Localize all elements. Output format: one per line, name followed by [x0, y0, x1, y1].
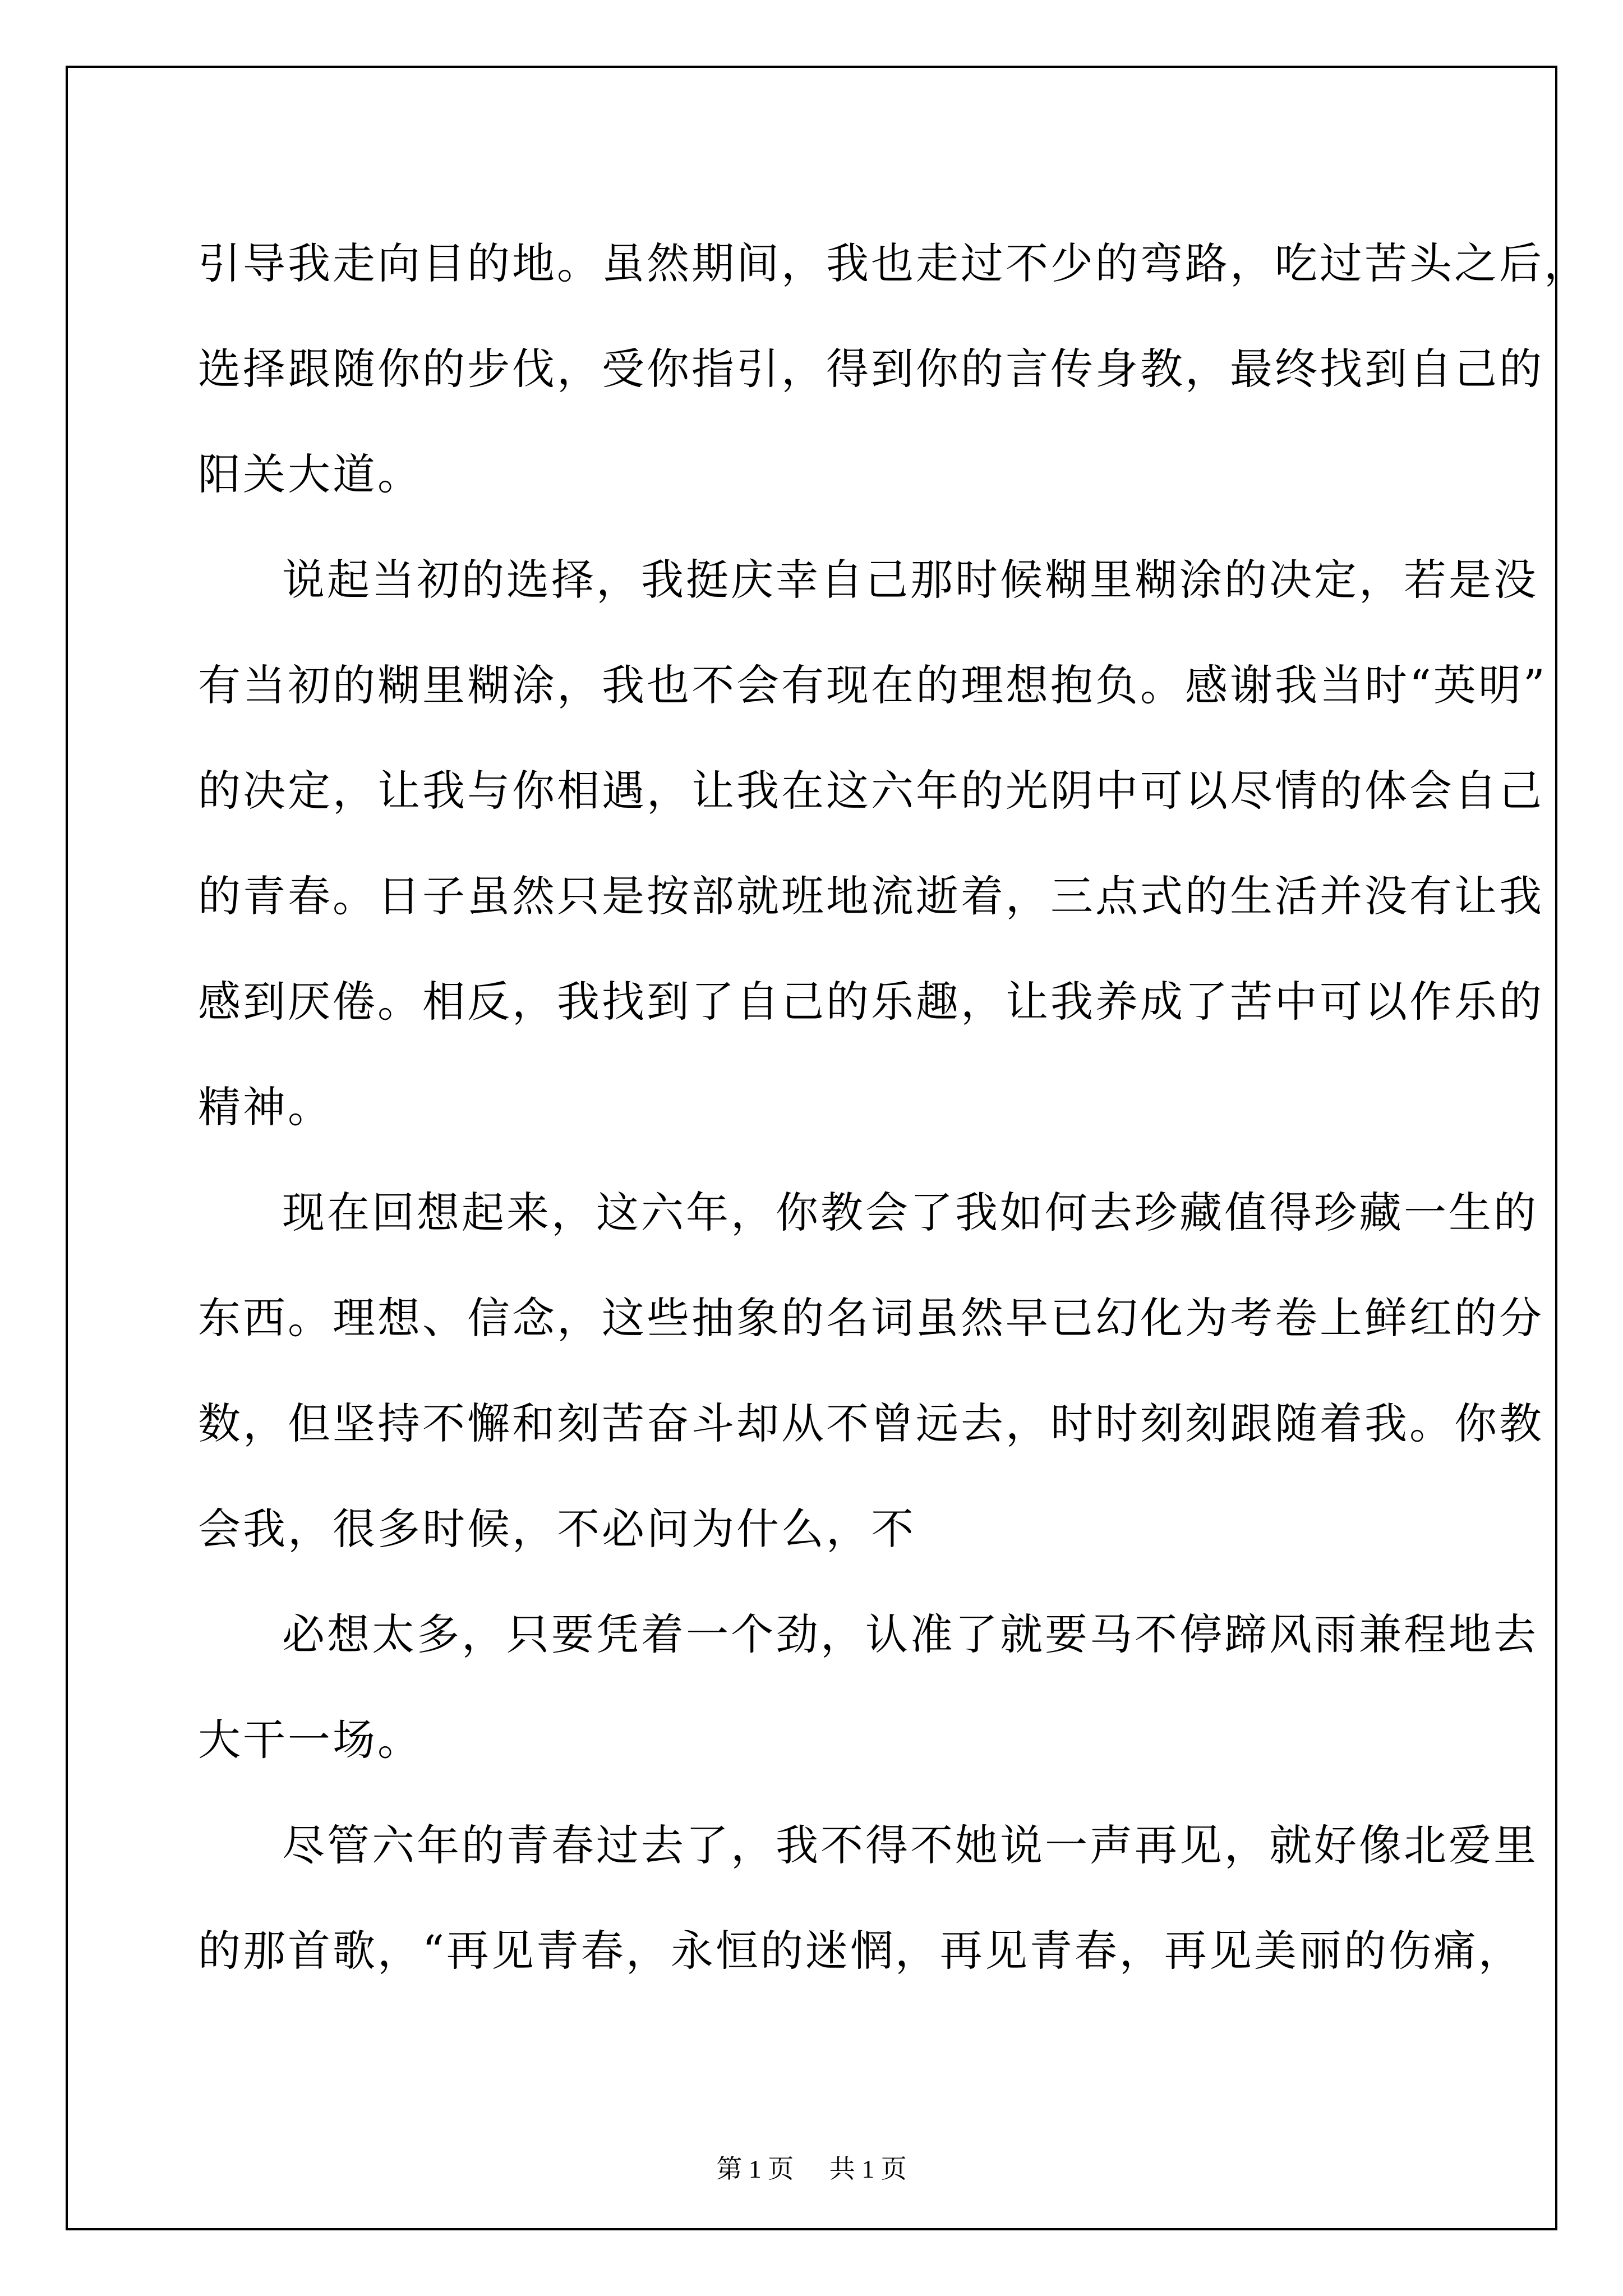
- text-line: [198, 1687, 1432, 1793]
- text-line: [198, 949, 1544, 1055]
- line-text: 现在回想起来，这六年，你教会了我如何去珍藏值得珍藏一生的: [282, 1188, 1538, 1237]
- page-footer: [0, 2148, 1623, 2185]
- text-line: [198, 844, 1544, 949]
- line-text: 感到厌倦。相反，我找到了自己的乐趣，让我养成了苦中可以作乐的: [198, 977, 1544, 1027]
- text-line: [198, 316, 1544, 422]
- document-body: [198, 211, 1589, 2004]
- line-text: 引导我走向目的地。虽然期间，我也走过不少的弯路，吃过苦头之后，: [198, 238, 1589, 288]
- text-line: [198, 211, 1589, 316]
- line-text: 精神。: [198, 1082, 333, 1132]
- page-number-total: 共 1 页: [829, 2155, 907, 2183]
- text-line: [198, 1898, 1523, 2004]
- text-line: [198, 1371, 1544, 1476]
- line-text: 尽管六年的青春过去了，我不得不她说一声再见，就好像北爱里: [282, 1820, 1538, 1870]
- line-text: 说起当初的选择，我挺庆幸自己那时候糊里糊涂的决定，若是没: [282, 555, 1538, 605]
- paragraph-start-line: [198, 1582, 1538, 1687]
- line-text: 会我，很多时候，不必问为什么，不: [198, 1504, 916, 1554]
- paragraph-start-line: [198, 527, 1538, 633]
- text-line: [198, 422, 1432, 527]
- line-text: 有当初的糊里糊涂，我也不会有现在的理想抱负。感谢我当时“英明”: [198, 660, 1547, 710]
- paragraph-start-line: [198, 1160, 1538, 1266]
- line-text: 阳关大道。: [198, 449, 422, 499]
- page-number-current: 第 1 页: [716, 2155, 794, 2183]
- line-text: 东西。理想、信念，这些抽象的名词虽然早已幻化为考卷上鲜红的分: [198, 1293, 1544, 1343]
- text-line: [198, 633, 1547, 738]
- line-text: 的决定，让我与你相遇，让我在这六年的光阴中可以尽情的体会自己: [198, 766, 1544, 816]
- line-text: 选择跟随你的步伐，受你指引，得到你的言传身教，最终找到自己的: [198, 344, 1544, 394]
- text-line: [198, 738, 1544, 844]
- line-text: 的那首歌，“再见青春，永恒的迷惘，再见青春，再见美丽的伤痛，: [198, 1926, 1523, 1976]
- text-line: [198, 1266, 1544, 1371]
- line-text: 必想太多，只要凭着一个劲，认准了就要马不停蹄风雨兼程地去: [282, 1609, 1538, 1659]
- text-line: [198, 1476, 1432, 1582]
- line-text: 数，但坚持不懈和刻苦奋斗却从不曾远去，时时刻刻跟随着我。你教: [198, 1398, 1544, 1448]
- paragraph-start-line: [198, 1793, 1538, 1898]
- line-text: 大干一场。: [198, 1715, 422, 1765]
- line-text: 的青春。日子虽然只是按部就班地流逝着，三点式的生活并没有让我: [198, 871, 1544, 921]
- text-line: [198, 1055, 1432, 1160]
